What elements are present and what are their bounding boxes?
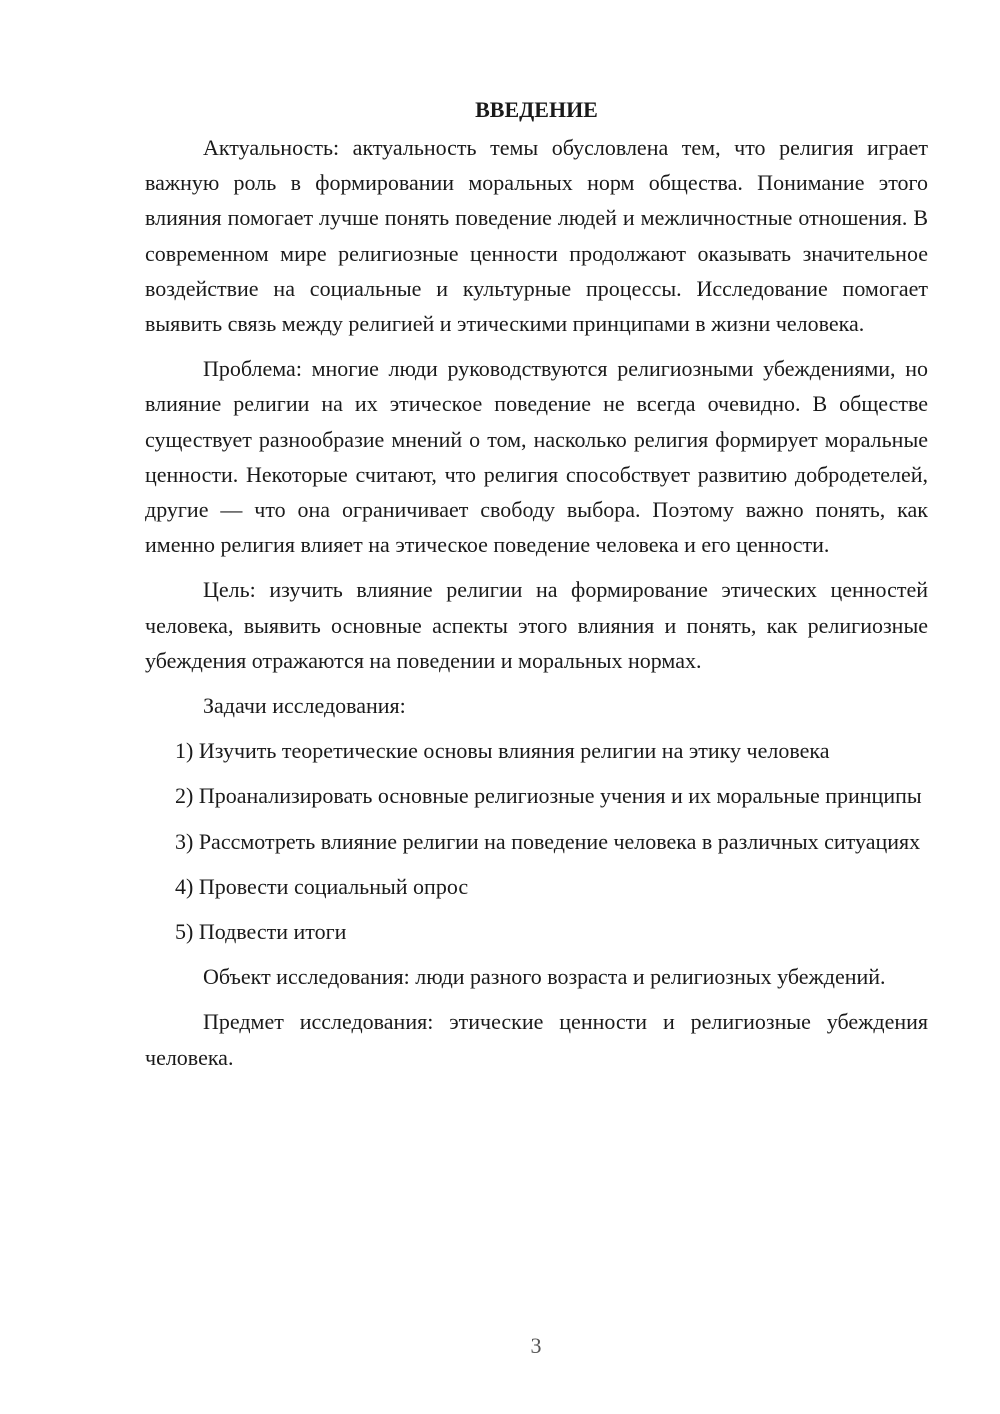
task-item-1: 1) Изучить теоретические основы влияния религии на этику человека [175,738,830,764]
relevance-paragraph: Актуальность: актуальность темы обусловлена тем, что религия играет важную роль в формировании моральных норм общества. Понимание этого влияния помогает лучше понять поведение людей и межличностные отношения. В современном мире религиозные ценности продолжают оказывать значительное воздействие на социальные и культурные процессы. Исследование помогает выявить связь между религией и этическими принципами в жизни человека. [145,135,928,337]
tasks-heading: Задачи исследования: [203,693,406,719]
task-item-2: 2) Проанализировать основные религиозные учения и их моральные принципы [175,783,922,809]
goal-paragraph: Цель: изучить влияние религии на формирование этических ценностей человека, выявить основные аспекты этого влияния и понять, как религиозные убеждения отражаются на поведении и моральных нормах. [145,577,928,673]
problem-paragraph: Проблема: многие люди руководствуются религиозными убеждениями, но влияние религии на их этическое поведение не всегда очевидно. В обществе существует разнообразие мнений о том, насколько религия формирует моральные ценности. Некоторые считают, что религия способствует развитию добродетелей, другие — что она ограничивает свободу выбора. Поэтому важно понять, как именно религия влияет на этическое поведение человека и его ценности. [145,356,928,558]
subject-paragraph: Предмет исследования: этические ценности и религиозные убеждения человека. [145,1009,928,1070]
task-item-3: 3) Рассмотреть влияние религии на поведение человека в различных ситуациях [175,828,921,854]
page-number: 3 [530,1333,542,1358]
task-item-5: 5) Подвести итоги [175,919,347,945]
task-item-4: 4) Провести социальный опрос [175,873,469,899]
page-title: ВВЕДЕНИЕ [475,97,598,122]
page-content [145,92,928,1085]
object-paragraph: Объект исследования: люди разного возраста и религиозных убеждений. [203,964,886,990]
